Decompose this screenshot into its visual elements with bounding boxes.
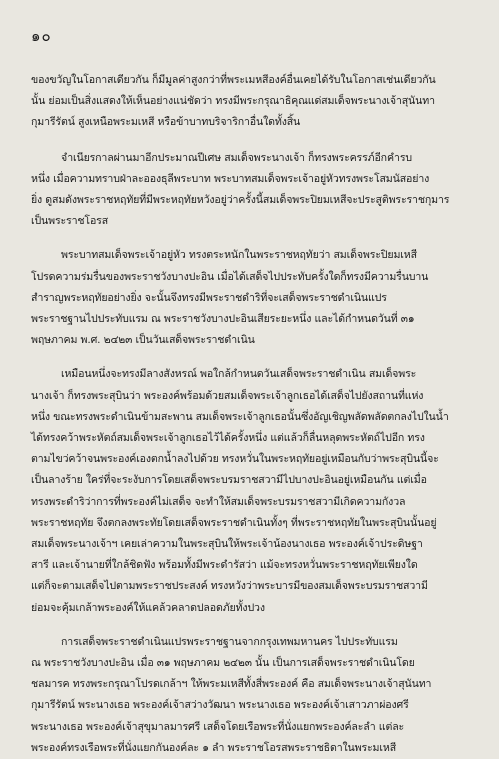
text-line: พระนางเธอ พระองค์เจ้าสุขุมาลมารศรี เสด็จโดยเรือพระที่นั่งแยกพระองค์ละลำ แต่ละ <box>31 720 405 733</box>
text-line: ทรงพระดำริว่าการที่พระองค์ไม่เสด็จ จะทำให้สมเด็จพระบรมราชสวามีเกิดความกังวล <box>31 495 406 508</box>
text-line: หนึ่ง เมื่อความทราบฝ่าละอองธุลีพระบาท พระบาทสมเด็จพระเจ้าอยู่หัวทรงพระโสมนัสอย่าง <box>31 172 430 185</box>
text-line: พระบาทสมเด็จพระเจ้าอยู่หัว ทรงตระหนักในพระราชหฤทัยว่า สมเด็จพระปิยมเหสี <box>61 249 417 262</box>
paragraph-5 <box>31 632 469 759</box>
text-line: ณ พระราชวังบางปะอิน เมื่อ ๓๑ พฤษภาคม ๒๔๒๓ นั้น เป็นการเสด็จพระราชดำเนินโดย <box>31 657 415 670</box>
text-line: ชลมารค ทรงพระกรุณาโปรดเกล้าฯ ให้พระมเหสีทั้งสี่พระองค์ คือ สมเด็จพระนางเจ้าสุนันทา <box>31 678 432 691</box>
text-line: พระราชหฤทัย จึงตกลงพระทัยโดยเสด็จพระราชดำเนินทั้งๆ ที่พระราชหฤทัยในพระสุบินนั้นอยู่ <box>31 516 437 529</box>
text-line: สำราญพระหฤทัยอย่างยิ่ง จะนั้นจึงทรงมีพระราชดำริที่จะเสด็จพระราชดำเนินแปร <box>31 291 387 304</box>
paragraph-4 <box>31 364 469 618</box>
text-line: เป็นพระราชโอรส <box>31 215 109 228</box>
text-line: พระองค์ทรงเรือพระที่นั่งแยกกันองค์ละ ๑ ลำ พระราชโอรสพระราชธิดาในพระมเหสี <box>31 741 397 754</box>
text-line: เหมือนหนึ่งจะทรงมีลางสังหรณ์ พอใกล้กำหนดวันเสด็จพระราชดำเนิน สมเด็จพระ <box>61 368 417 381</box>
text-line: โปรดความร่มรื่นของพระราชวังบางปะอิน เมื่อได้เสด็จไปประทับครั้งใดก็ทรงมีความรื่นบาน <box>31 270 429 283</box>
text-line: พระราชฐานไปประทับแรม ณ พระราชวังบางปะอินเสียระยะหนึ่ง และได้กำหนดวันที่ ๓๑ <box>31 313 415 326</box>
text-line: ย่อมจะคุ้มเกล้าพระองค์ให้แคล้วคลาดปลอดภัยทั้งปวง <box>31 601 265 614</box>
text-line: เป็นลางร้าย ใคร่ที่จะระงับการโดยเสด็จพระบรมราชสวามีไปบางปะอินอยู่เหมือนกัน แต่เมื่อ <box>31 474 427 487</box>
text-line: พฤษภาคม พ.ศ. ๒๔๒๓ เป็นวันเสด็จพระราชดำเนิน <box>31 334 255 347</box>
text-line: กุมารีรัตน์ สูงเหนือพระมเหสี หรือข้าบาทบริจาริกาอื่นใดทั้งสิ้น <box>31 116 301 129</box>
text-line: แต่ก็จะตามเสด็จไปตามพระราชประสงค์ ทรงหวังว่าพระบารมีของสมเด็จพระบรมราชสวามี <box>31 580 428 593</box>
text-line: ของขวัญในโอกาสเดียวกัน ก็มีมูลค่าสูงกว่าที่พระเมหสีองค์อื่นเคยได้รับในโอกาสเช่นเดียวกัน <box>31 74 436 86</box>
text-line: ได้ทรงคว้าพระหัตถ์สมเด็จพระเจ้าลูกเธอไว้ได้ครั้งหนึ่ง แต่แล้วก็ลื่นหลุดพระหัตถ์ไปอีก ทรง <box>31 432 425 445</box>
text-line: จำเนียรกาลผ่านมาอีกประมาณปีเศษ สมเด็จพระนางเจ้า ก็ทรงพระครรภ์อีกคำรบ <box>61 151 412 164</box>
text-line: สารี และเจ้านายที่ใกล้ชิดฟัง พร้อมทั้งมีพระดำรัสว่า แม้จะทรงหวั่นพระราชหฤทัยเพียงใด <box>31 559 418 572</box>
text-line: หนึ่ง ขณะทรงพระดำเนินข้ามสะพาน สมเด็จพระเจ้าลูกเธอนั้นซึ่งอัญเชิญพลัดพลัดตกลงไปในน้ำ <box>31 410 449 423</box>
text-line: นั้น ย่อมเป็นสิ่งแสดงให้เห็นอย่างแน่ชัดว่า ทรงมีพระกรุณาธิคุณแด่สมเด็จพระนางเจ้าสุนันทา <box>31 95 435 108</box>
text-line: กุมารีรัตน์ พระนางเธอ พระองค์เจ้าสว่างวัฒนา พระนางเธอ พระองค์เจ้าเสาวภาผ่องศรี <box>31 699 409 712</box>
text-line: สมเด็จพระนางเจ้าฯ เคยเล่าความในพระสุบินให้พระเจ้าน้องนางเธอ พระองค์เจ้าประดิษฐา <box>31 538 423 551</box>
text-line: นางเจ้า ก็ทรงพระสุบินว่า พระองค์พร้อมด้วยสมเด็จพระเจ้าลูกเธอได้เสด็จไปยังสถานที่แห่ง <box>31 389 424 402</box>
text-line: ยิ่ง ดูสมดังพระราชหฤทัยที่มีพระหฤทัยหวังอยู่ว่าครั้งนี้สมเด็จพระปิยมเหสีจะประสูติพระราชกุมาร <box>31 194 450 207</box>
text-line: ตามไขว่คว้าจนพระองค์เองตกน้ำลงไปด้วย ทรงหวั่นในพระหฤทัยอยู่เหมือนกับว่าพระสุบินนี้จะ <box>31 453 439 466</box>
page-number: ๑๐ <box>31 27 52 45</box>
text-line: การเสด็จพระราชดำเนินแปรพระราชฐานจากกรุงเทพมหานคร ไปประทับแรม <box>61 635 398 648</box>
paragraph-1 <box>31 70 469 134</box>
paragraph-2 <box>31 148 469 233</box>
paragraph-3 <box>31 245 469 351</box>
